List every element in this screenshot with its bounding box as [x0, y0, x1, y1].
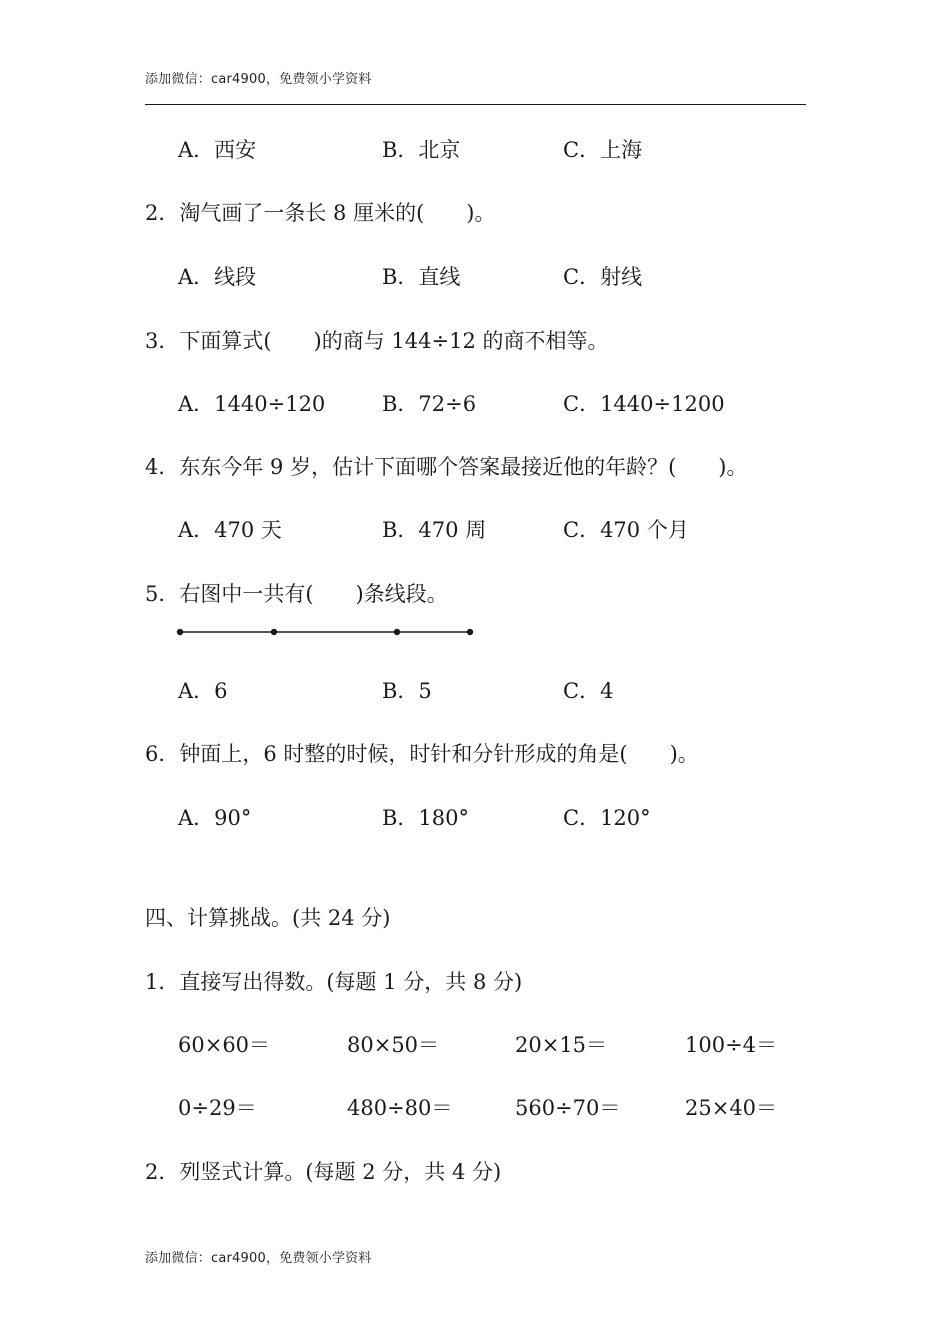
question-3-text: 3．下面算式( )的商与 144÷12 的商不相等。 — [145, 329, 609, 353]
q3-option-b: B．72÷6 — [382, 392, 477, 416]
q5-option-b: B．5 — [382, 679, 432, 703]
calc-item: 80×50＝ — [347, 1033, 440, 1057]
q4-option-c: C．470 个月 — [563, 518, 689, 542]
calc-item: 480÷80＝ — [347, 1096, 453, 1120]
q3-option-a: A．1440÷120 — [178, 392, 326, 416]
calc-item: 25×40＝ — [685, 1096, 778, 1120]
q1-option-c: C．上海 — [563, 138, 643, 162]
footer-note: 添加微信：car4900，免费领小学资料 — [145, 1251, 372, 1266]
q2-option-b: B．直线 — [382, 265, 461, 289]
section-4-sub2: 2．列竖式计算。(每题 2 分，共 4 分) — [145, 1160, 502, 1184]
calc-item: 20×15＝ — [515, 1033, 608, 1057]
q4-option-b: B．470 周 — [382, 518, 487, 542]
section-4-title: 四、计算挑战。(共 24 分) — [145, 906, 391, 930]
question-4-text: 4．东东今年 9 岁，估计下面哪个答案最接近他的年龄？( )。 — [145, 455, 748, 479]
segment-point-1 — [177, 629, 183, 635]
calc-item: 560÷70＝ — [515, 1096, 621, 1120]
calc-item: 0÷29＝ — [178, 1096, 257, 1120]
calc-item: 100÷4＝ — [685, 1033, 778, 1057]
q3-option-c: C．1440÷1200 — [563, 392, 725, 416]
q2-option-c: C．射线 — [563, 265, 643, 289]
q5-option-a: A．6 — [178, 679, 228, 703]
q1-option-a: A．西安 — [178, 138, 257, 162]
q2-option-a: A．线段 — [178, 265, 257, 289]
question-5-text: 5．右图中一共有( )条线段。 — [145, 582, 448, 606]
segment-point-2 — [271, 629, 277, 635]
q1-option-b: B．北京 — [382, 138, 461, 162]
segment-point-3 — [394, 629, 400, 635]
question-6-text: 6．钟面上，6 时整的时候，时针和分针形成的角是( )。 — [145, 742, 699, 766]
q4-option-a: A．470 天 — [178, 518, 282, 542]
q6-option-a: A．90° — [178, 806, 252, 830]
q6-option-b: B．180° — [382, 806, 470, 830]
line-segment-figure — [170, 620, 480, 644]
section-4-sub1: 1．直接写出得数。(每题 1 分，共 8 分) — [145, 970, 523, 994]
q6-option-c: C．120° — [563, 806, 651, 830]
segment-point-4 — [467, 629, 473, 635]
q5-option-c: C．4 — [563, 679, 614, 703]
calc-item: 60×60＝ — [178, 1033, 271, 1057]
question-2-text: 2．淘气画了一条长 8 厘米的( )。 — [145, 201, 496, 225]
header-divider — [145, 104, 806, 105]
header-note: 添加微信：car4900，免费领小学资料 — [145, 72, 372, 87]
